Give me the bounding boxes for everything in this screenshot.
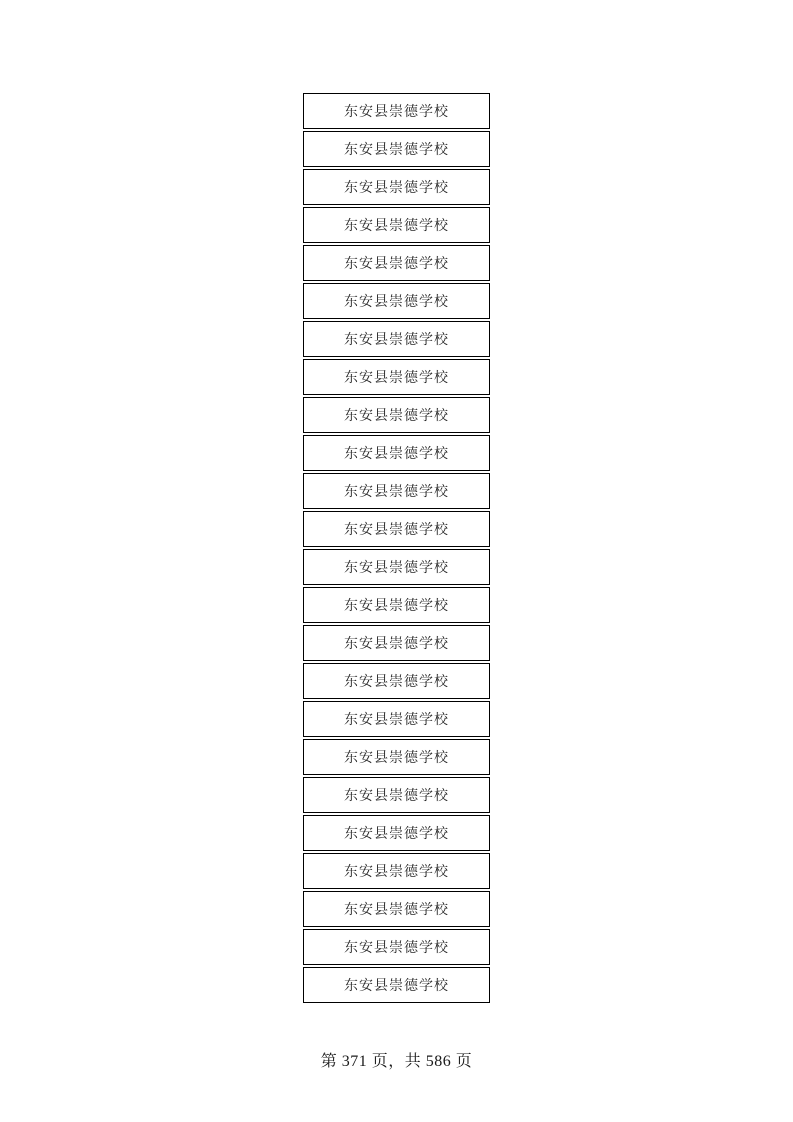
school-name-cell: 东安县崇德学校 (344, 903, 449, 918)
school-name-cell: 东安县崇德学校 (344, 409, 449, 424)
school-name-cell: 东安县崇德学校 (344, 979, 449, 994)
school-name-cell: 东安县崇德学校 (344, 561, 449, 576)
table-row (303, 967, 490, 1003)
table-row (303, 929, 490, 965)
page-number-footer: 第 371 页，共 586 页 (320, 1053, 473, 1070)
table-row (303, 321, 490, 357)
table-row (303, 245, 490, 281)
school-name-cell: 东安县崇德学校 (344, 675, 449, 690)
school-name-cell: 东安县崇德学校 (344, 105, 449, 120)
table-row (303, 93, 490, 129)
table-row (303, 739, 490, 775)
school-name-cell: 东安县崇德学校 (344, 485, 449, 500)
school-name-cell: 东安县崇德学校 (344, 713, 449, 728)
school-name-cell: 东安县崇德学校 (344, 789, 449, 804)
school-name-cell: 东安县崇德学校 (344, 181, 449, 196)
school-name-cell: 东安县崇德学校 (344, 219, 449, 234)
table-row (303, 283, 490, 319)
table-row (303, 815, 490, 851)
table-row (303, 549, 490, 585)
school-table (303, 93, 490, 1005)
school-name-cell: 东安县崇德学校 (344, 371, 449, 386)
table-row (303, 131, 490, 167)
table-row (303, 853, 490, 889)
school-name-cell: 东安县崇德学校 (344, 599, 449, 614)
school-name-cell: 东安县崇德学校 (344, 751, 449, 766)
table-row (303, 435, 490, 471)
table-row (303, 777, 490, 813)
table-row (303, 359, 490, 395)
school-name-cell: 东安县崇德学校 (344, 257, 449, 272)
school-name-cell: 东安县崇德学校 (344, 865, 449, 880)
table-row (303, 587, 490, 623)
table-row (303, 663, 490, 699)
school-name-cell: 东安县崇德学校 (344, 295, 449, 310)
school-name-cell: 东安县崇德学校 (344, 941, 449, 956)
table-row (303, 625, 490, 661)
school-name-cell: 东安县崇德学校 (344, 827, 449, 842)
school-name-cell: 东安县崇德学校 (344, 333, 449, 348)
table-row (303, 701, 490, 737)
table-row (303, 169, 490, 205)
table-row (303, 397, 490, 433)
table-row (303, 891, 490, 927)
table-row (303, 511, 490, 547)
table-row (303, 207, 490, 243)
school-name-cell: 东安县崇德学校 (344, 637, 449, 652)
school-name-cell: 东安县崇德学校 (344, 143, 449, 158)
table-row (303, 473, 490, 509)
school-name-cell: 东安县崇德学校 (344, 447, 449, 462)
school-name-cell: 东安县崇德学校 (344, 523, 449, 538)
